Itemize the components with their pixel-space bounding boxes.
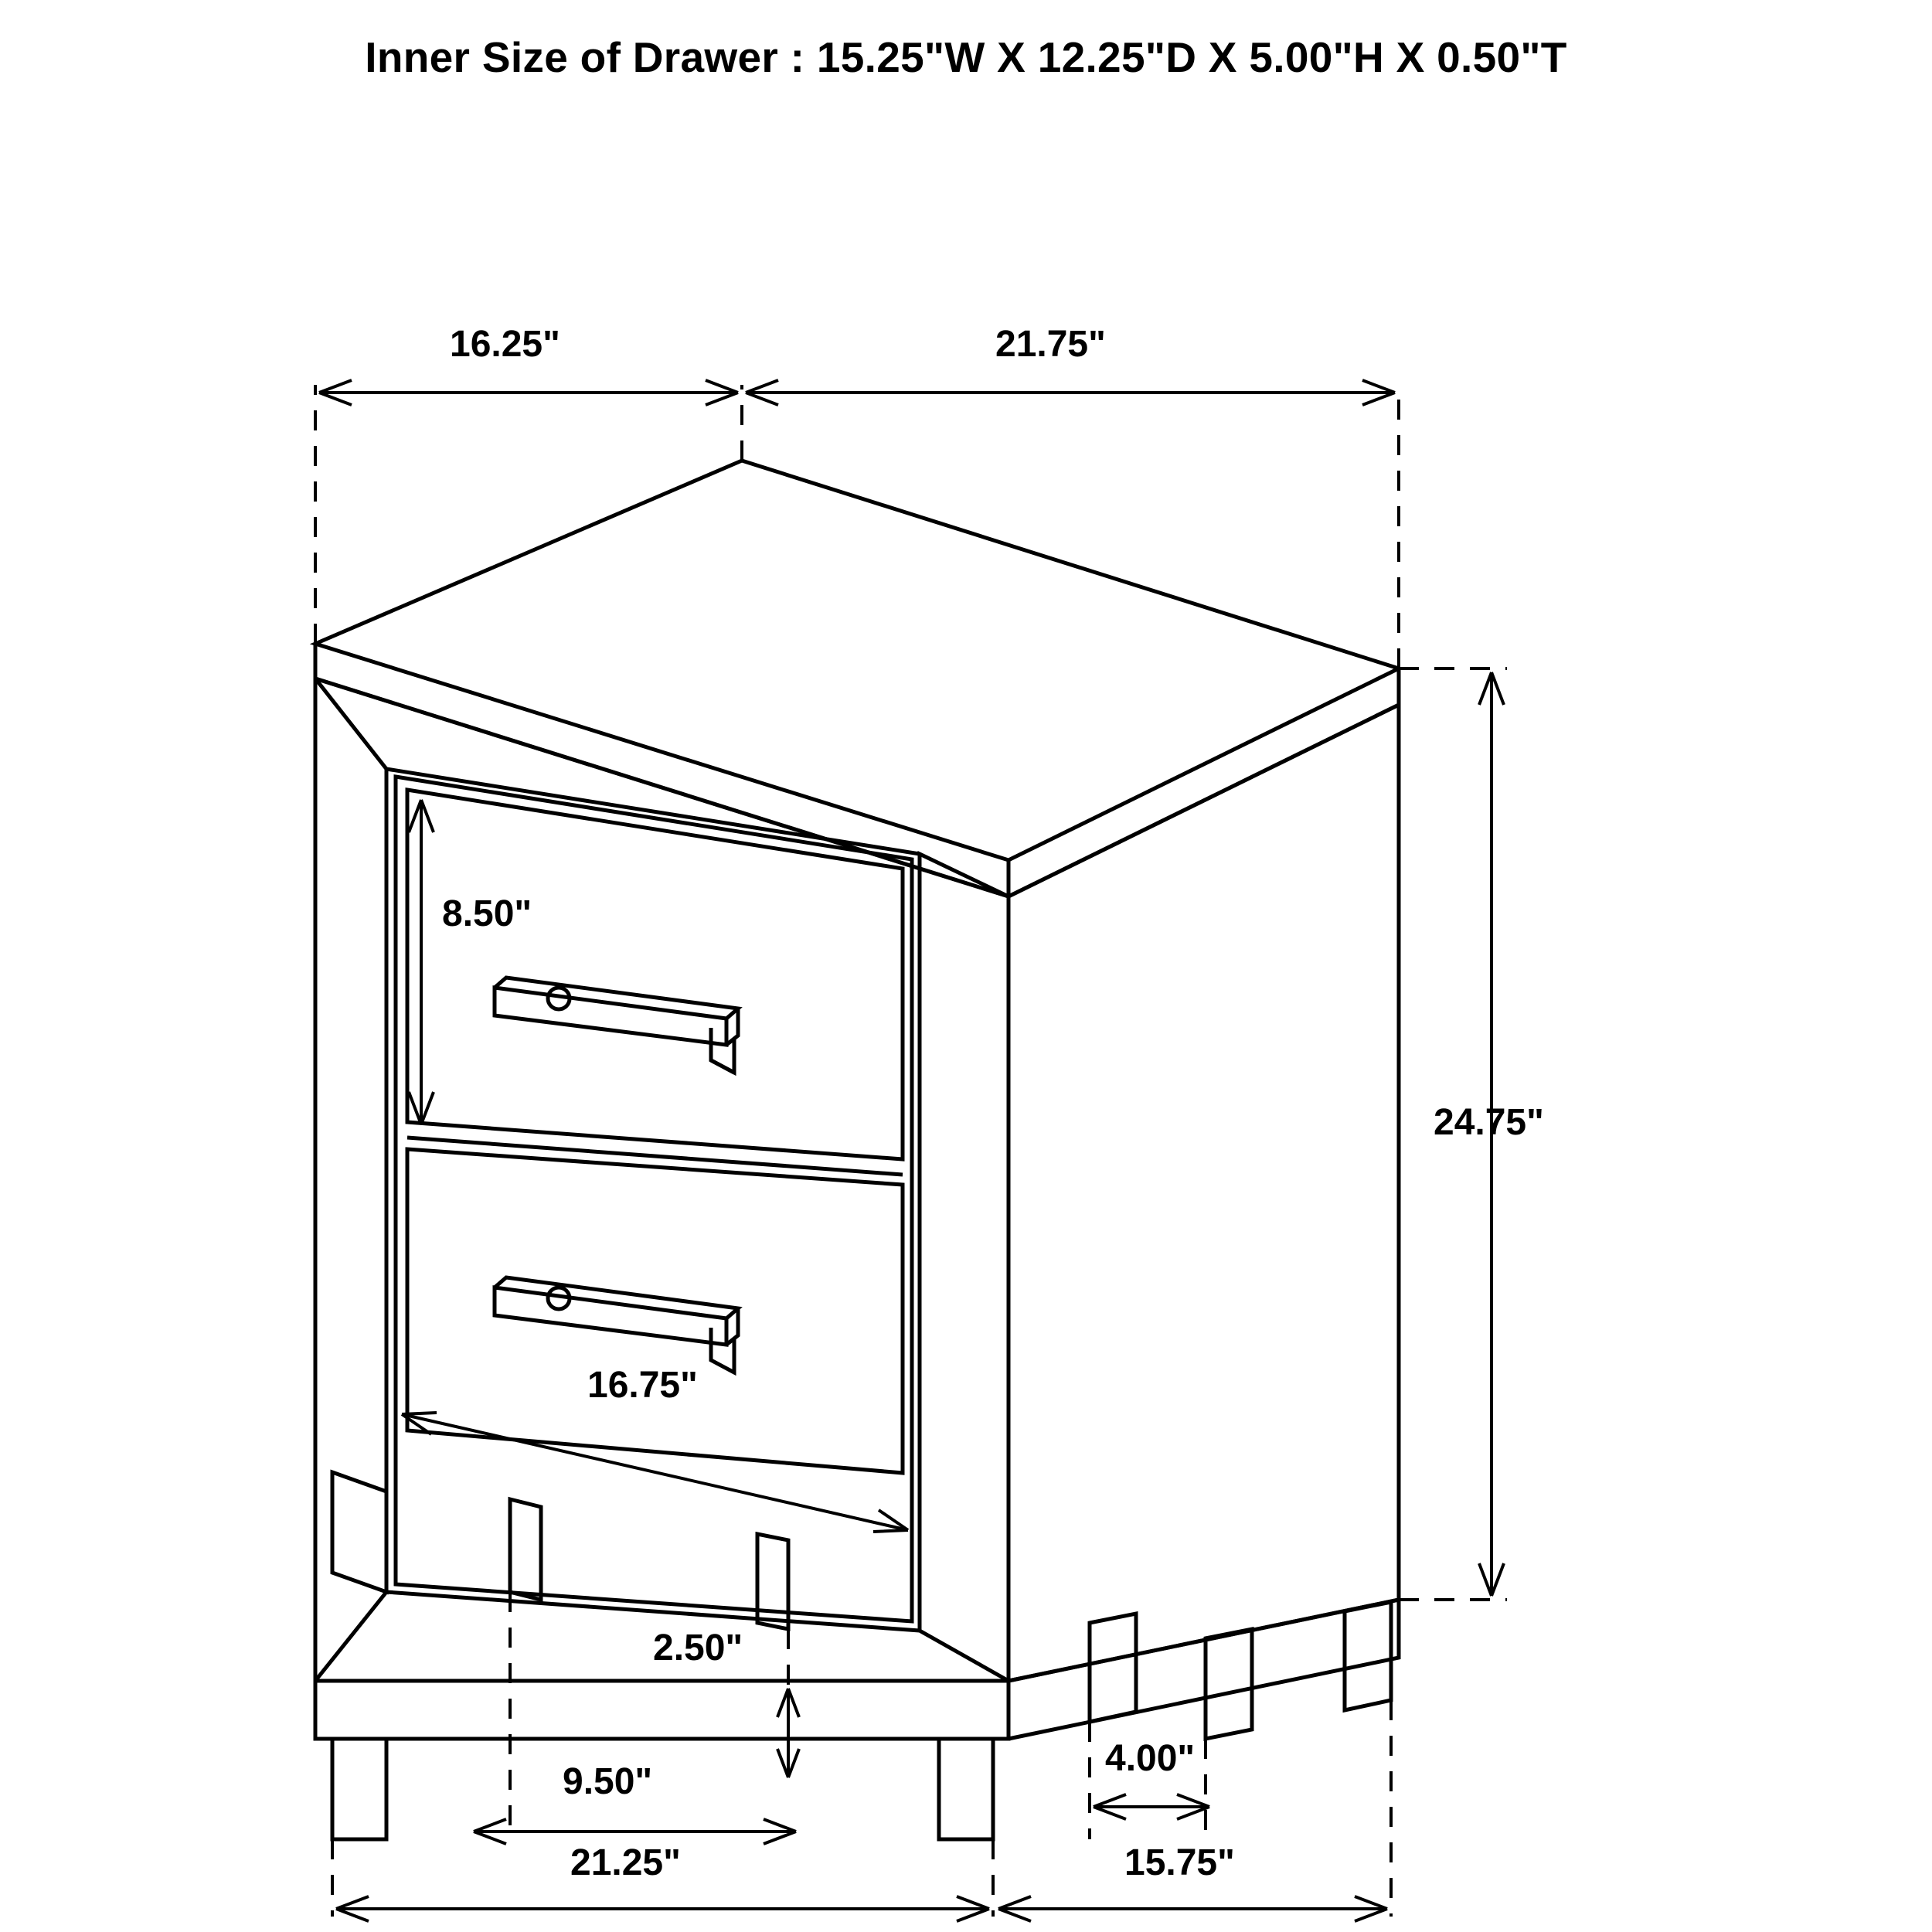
top-edge-right (1009, 668, 1399, 896)
dim-label-24-75: 24.75" (1434, 1102, 1544, 1143)
dim-15.75 (998, 1896, 1387, 1921)
chamfer-top-link (386, 769, 920, 854)
inner-rail-2 (510, 1499, 541, 1600)
side-face (1009, 705, 1399, 1681)
base-front (315, 1681, 1009, 1739)
front-left-chamfer (315, 679, 386, 1681)
front-right-chamfer (920, 854, 1009, 1681)
leg-back-far (1345, 1602, 1391, 1710)
cabinet-body (315, 461, 1399, 1681)
leg-front-left (332, 1739, 386, 1839)
dim-label-2-50: 2.50" (653, 1628, 743, 1668)
upper-drawer-handle (495, 978, 738, 1073)
chamfer-bottom-link (386, 1592, 920, 1631)
dim-label-4-00: 4.00" (1105, 1738, 1196, 1779)
dim-9.50 (474, 1819, 796, 1844)
dim-21.75 (746, 380, 1395, 405)
dim-16.25 (319, 380, 738, 405)
lower-drawer-face (407, 1149, 903, 1473)
page-title: Inner Size of Drawer : 15.25"W X 12.25"D X 5.00"H X 0.50"T (365, 33, 1567, 81)
dim-8.50 (409, 800, 434, 1124)
dim-label-21-25: 21.25" (570, 1842, 681, 1883)
dim-2.50 (777, 1689, 799, 1777)
inner-rail-4 (1090, 1614, 1136, 1722)
leg-front-right (939, 1739, 993, 1839)
inner-left-rail (332, 1472, 386, 1592)
dim-label-8-50: 8.50" (442, 893, 532, 934)
dim-label-21-75: 21.75" (995, 324, 1106, 365)
dim-label-16-25: 16.25" (450, 324, 560, 365)
dim-21.25 (336, 1896, 989, 1921)
lower-drawer-handle (495, 1277, 738, 1372)
dim-label-16-75: 16.75" (587, 1365, 698, 1406)
dim-label-9-50: 9.50" (563, 1761, 653, 1802)
leg-back-right (1206, 1629, 1252, 1739)
base-and-legs (315, 1472, 1399, 1839)
dim-4.00 (1094, 1794, 1209, 1819)
dim-label-15-75: 15.75" (1124, 1842, 1235, 1883)
dim-16.75 (402, 1413, 908, 1532)
inner-rail-3 (757, 1534, 788, 1629)
